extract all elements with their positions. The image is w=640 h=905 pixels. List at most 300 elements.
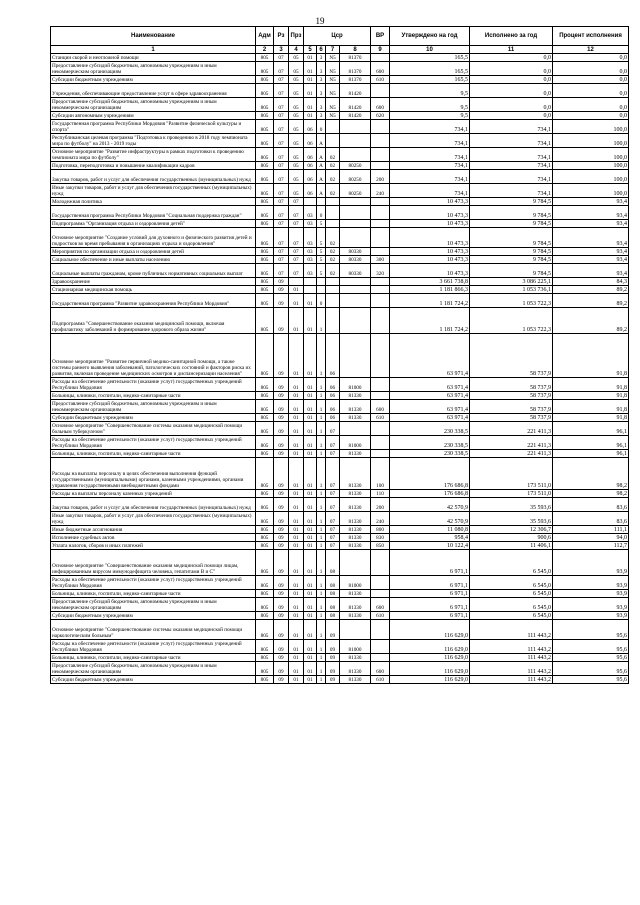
row-percent: 112,7: [553, 542, 629, 550]
row-vr: 600: [371, 662, 390, 676]
table-row: [51, 76, 629, 84]
row-csr-direction: 81000: [340, 378, 371, 392]
row-approved: 1 181 724,2: [390, 294, 470, 308]
header-adm: Адм: [256, 27, 274, 46]
col-number: 9: [371, 46, 390, 54]
row-executed: 58 737,9: [470, 392, 553, 400]
row-vr: [371, 620, 390, 640]
row-approved: 9,5: [390, 98, 470, 112]
row-csr-activity: 08: [326, 576, 340, 590]
row-rz: 07: [274, 120, 289, 134]
header-percent: Процент исполнения: [553, 27, 629, 46]
row-csr-subprogram: 3: [317, 62, 326, 76]
row-vr: [371, 654, 390, 662]
row-csr-activity: 02: [326, 256, 340, 264]
row-approved: 9,5: [390, 112, 470, 120]
row-prz: 01: [289, 662, 304, 676]
row-csr-activity: N5: [326, 112, 340, 120]
table-row: [51, 220, 629, 228]
row-adm: 805: [256, 228, 274, 248]
col-number: 6: [317, 46, 326, 54]
row-csr-subprogram: 1: [317, 422, 326, 436]
row-prz: 01: [289, 286, 304, 294]
table-row: [51, 498, 629, 512]
table-row: [51, 98, 629, 112]
row-prz: 07: [289, 248, 304, 256]
table-row: [51, 640, 629, 654]
row-name: Расходы на выплаты персоналу казенных учреждений: [51, 490, 256, 498]
row-name: Иные закупки товаров, работ и услуг для обеспечения государственных (муниципальных) нужд: [51, 512, 256, 526]
row-adm: 805: [256, 294, 274, 308]
row-executed: 6 545,0: [470, 598, 553, 612]
row-percent: 91,8: [553, 392, 629, 400]
row-adm: 805: [256, 662, 274, 676]
header-row: [51, 27, 629, 46]
row-csr-activity: 09: [326, 654, 340, 662]
row-csr-program: 01: [304, 436, 317, 450]
row-rz: 09: [274, 334, 289, 378]
row-vr: [371, 640, 390, 654]
row-csr-direction: 81000: [340, 576, 371, 590]
table-row: [51, 84, 629, 98]
table-row: [51, 392, 629, 400]
row-vr: 610: [371, 676, 390, 684]
row-prz: 07: [289, 256, 304, 264]
row-csr-activity: 06: [326, 392, 340, 400]
row-executed: 12 306,7: [470, 526, 553, 534]
row-rz: 09: [274, 422, 289, 436]
row-percent: 95,6: [553, 676, 629, 684]
row-rz: 09: [274, 400, 289, 414]
row-percent: 96,1: [553, 422, 629, 436]
row-percent: 91,8: [553, 378, 629, 392]
row-csr-subprogram: 1: [317, 450, 326, 458]
row-csr-activity: 02: [326, 184, 340, 198]
row-csr-subprogram: 3: [317, 76, 326, 84]
table-row: [51, 334, 629, 378]
row-csr-subprogram: 3: [317, 84, 326, 98]
row-adm: 805: [256, 458, 274, 490]
row-csr-direction: [340, 206, 371, 220]
table-row: [51, 526, 629, 534]
row-approved: 9,5: [390, 84, 470, 98]
row-approved: 958,4: [390, 534, 470, 542]
row-vr: [371, 120, 390, 134]
row-vr: [371, 228, 390, 248]
row-percent: 93,4: [553, 256, 629, 264]
row-executed: 58 737,9: [470, 400, 553, 414]
row-name: Основное мероприятие "Создание условий для духовного и физического развития детей и подростков во время пребывания в организациях отдыха и оздоровления": [51, 228, 256, 248]
row-prz: 01: [289, 526, 304, 534]
header-approved: Утверждено на год: [390, 27, 470, 46]
row-adm: 805: [256, 286, 274, 294]
row-percent: 93,9: [553, 598, 629, 612]
row-executed: 734,1: [470, 162, 553, 170]
row-prz: 01: [289, 654, 304, 662]
row-csr-program: 01: [304, 458, 317, 490]
row-csr-program: 01: [304, 654, 317, 662]
table-row: [51, 654, 629, 662]
row-csr-subprogram: 1: [317, 676, 326, 684]
row-csr-subprogram: 5: [317, 264, 326, 278]
row-prz: 05: [289, 134, 304, 148]
row-csr-program: 06: [304, 170, 317, 184]
row-rz: 09: [274, 640, 289, 654]
row-percent: 93,4: [553, 198, 629, 206]
row-rz: 07: [274, 184, 289, 198]
row-csr-program: 01: [304, 550, 317, 576]
row-csr-activity: 08: [326, 598, 340, 612]
row-name: Здравоохранение: [51, 278, 256, 286]
row-csr-direction: [340, 134, 371, 148]
row-csr-program: 01: [304, 400, 317, 414]
row-executed: 58 737,9: [470, 414, 553, 422]
row-name: Мероприятия по организации отдыха и оздоровления детей: [51, 248, 256, 256]
row-rz: 07: [274, 62, 289, 76]
row-executed: 734,1: [470, 184, 553, 198]
row-csr-program: 01: [304, 414, 317, 422]
row-csr-activity: 02: [326, 170, 340, 184]
row-approved: 734,1: [390, 148, 470, 162]
row-name: Субсидии бюджетным учреждениям: [51, 76, 256, 84]
row-adm: 805: [256, 248, 274, 256]
row-name: Субсидии бюджетным учреждениям: [51, 612, 256, 620]
row-csr-direction: [340, 148, 371, 162]
row-approved: 1 181 866,3: [390, 286, 470, 294]
row-executed: 111 443,2: [470, 662, 553, 676]
row-adm: 805: [256, 498, 274, 512]
row-csr-activity: 07: [326, 534, 340, 542]
row-vr: 200: [371, 498, 390, 512]
row-approved: 10 473,3: [390, 228, 470, 248]
row-executed: 900,6: [470, 534, 553, 542]
row-csr-subprogram: А: [317, 170, 326, 184]
row-csr-program: 06: [304, 148, 317, 162]
row-prz: 01: [289, 498, 304, 512]
row-csr-direction: 80330: [340, 264, 371, 278]
row-csr-subprogram: 1: [317, 534, 326, 542]
row-vr: [371, 198, 390, 206]
row-adm: 805: [256, 542, 274, 550]
row-adm: 805: [256, 162, 274, 170]
table-row: [51, 542, 629, 550]
row-approved: 6 971,1: [390, 598, 470, 612]
budget-table: [50, 26, 629, 684]
col-number: 2: [256, 46, 274, 54]
row-approved: 42 570,9: [390, 498, 470, 512]
row-percent: 91,8: [553, 414, 629, 422]
row-percent: 84,3: [553, 278, 629, 286]
row-csr-direction: [340, 228, 371, 248]
row-rz: 09: [274, 576, 289, 590]
row-vr: 800: [371, 526, 390, 534]
row-prz: 01: [289, 576, 304, 590]
row-csr-activity: [326, 278, 340, 286]
row-approved: 734,1: [390, 134, 470, 148]
row-name: Подпрограмма "Организация отдыха и оздоровления детей": [51, 220, 256, 228]
row-executed: 173 511,0: [470, 490, 553, 498]
row-prz: 07: [289, 228, 304, 248]
row-adm: 805: [256, 84, 274, 98]
row-rz: 07: [274, 84, 289, 98]
table-row: [51, 286, 629, 294]
row-name: Расходы на выплаты персоналу в целях обеспечения выполнения функций государственными (муниципальными) органами, казенными учреждениями, органами управления государственными внебюджетными фондами: [51, 458, 256, 490]
row-csr-subprogram: 0: [317, 206, 326, 220]
row-prz: 01: [289, 334, 304, 378]
row-percent: 89,2: [553, 308, 629, 334]
row-percent: 93,9: [553, 590, 629, 598]
row-rz: 09: [274, 436, 289, 450]
row-name: Основное мероприятие "Развитие первичной медико-санитарной помощи, а также системы раннего выявления заболеваний, патологических состояний и факторов риска их развития, включая проведение медицинских осмотров и диспансеризации населения": [51, 334, 256, 378]
row-prz: 05: [289, 98, 304, 112]
row-adm: 805: [256, 98, 274, 112]
row-name: Социальные выплаты гражданам, кроме публичных нормативных социальных выплат: [51, 264, 256, 278]
row-percent: 100,0: [553, 148, 629, 162]
row-csr-program: 01: [304, 512, 317, 526]
row-csr-subprogram: 3: [317, 112, 326, 120]
row-approved: 6 971,1: [390, 612, 470, 620]
row-approved: 116 629,0: [390, 654, 470, 662]
row-name: Основное мероприятие "Совершенствование оказания медицинской помощи лицам, инфицированным вирусом иммунодефицита человека, гепатитами В и С": [51, 550, 256, 576]
row-percent: 89,2: [553, 294, 629, 308]
row-vr: [371, 392, 390, 400]
row-percent: 93,9: [553, 550, 629, 576]
row-csr-activity: 07: [326, 490, 340, 498]
row-csr-activity: 07: [326, 526, 340, 534]
header-vr: ВР: [371, 27, 390, 46]
row-adm: 805: [256, 490, 274, 498]
row-name: Субсидии автономным учреждениям: [51, 112, 256, 120]
row-prz: 07: [289, 198, 304, 206]
row-csr-direction: 81330: [340, 662, 371, 676]
row-rz: 07: [274, 170, 289, 184]
row-csr-activity: [326, 134, 340, 148]
row-executed: 58 737,9: [470, 334, 553, 378]
row-adm: 805: [256, 54, 274, 62]
row-prz: 01: [289, 598, 304, 612]
row-csr-program: 03: [304, 264, 317, 278]
row-percent: 93,4: [553, 206, 629, 220]
row-percent: 100,0: [553, 170, 629, 184]
row-vr: [371, 294, 390, 308]
row-executed: 9 784,5: [470, 220, 553, 228]
row-vr: [371, 220, 390, 228]
row-csr-program: 01: [304, 422, 317, 436]
row-csr-activity: 07: [326, 458, 340, 490]
col-number: 1: [51, 46, 256, 54]
row-csr-activity: 06: [326, 334, 340, 378]
row-name: Основное мероприятие "Развитие инфраструктуры в рамках подготовки к проведению чемпионата мира по футболу": [51, 148, 256, 162]
row-vr: 320: [371, 264, 390, 278]
row-approved: 63 971,4: [390, 392, 470, 400]
row-csr-direction: [340, 308, 371, 334]
page-number: 19: [315, 16, 325, 26]
row-approved: 165,5: [390, 76, 470, 84]
row-percent: 96,1: [553, 436, 629, 450]
row-percent: 95,6: [553, 640, 629, 654]
row-rz: 07: [274, 54, 289, 62]
table-row: [51, 162, 629, 170]
row-csr-subprogram: 1: [317, 436, 326, 450]
row-csr-program: 01: [304, 62, 317, 76]
row-csr-direction: [340, 198, 371, 206]
row-csr-direction: 81330: [340, 458, 371, 490]
row-vr: 200: [371, 170, 390, 184]
row-csr-program: 01: [304, 98, 317, 112]
row-approved: 165,5: [390, 54, 470, 62]
row-vr: 600: [371, 98, 390, 112]
row-prz: 05: [289, 120, 304, 134]
row-csr-program: 01: [304, 378, 317, 392]
row-executed: 3 086 225,1: [470, 278, 553, 286]
row-rz: 07: [274, 228, 289, 248]
row-name: Уплата налогов, сборов и иных платежей: [51, 542, 256, 550]
row-percent: 89,2: [553, 286, 629, 294]
row-percent: 0,0: [553, 98, 629, 112]
row-csr-subprogram: 1: [317, 490, 326, 498]
row-csr-subprogram: 0: [317, 120, 326, 134]
row-percent: 93,4: [553, 264, 629, 278]
row-csr-activity: 06: [326, 378, 340, 392]
row-prz: 05: [289, 112, 304, 120]
table-row: [51, 54, 629, 62]
row-csr-direction: 81330: [340, 654, 371, 662]
row-vr: [371, 576, 390, 590]
col-number: 3: [274, 46, 289, 54]
row-csr-program: [304, 286, 317, 294]
row-vr: [371, 334, 390, 378]
row-prz: 01: [289, 378, 304, 392]
row-percent: 0,0: [553, 62, 629, 76]
row-prz: 01: [289, 436, 304, 450]
row-vr: 610: [371, 76, 390, 84]
row-adm: 805: [256, 184, 274, 198]
row-rz: 07: [274, 256, 289, 264]
row-executed: 9 784,5: [470, 198, 553, 206]
row-csr-direction: 80330: [340, 256, 371, 264]
row-rz: 07: [274, 198, 289, 206]
row-prz: 01: [289, 676, 304, 684]
row-percent: 100,0: [553, 184, 629, 198]
row-adm: 805: [256, 278, 274, 286]
row-percent: 95,6: [553, 662, 629, 676]
row-vr: [371, 206, 390, 220]
row-csr-subprogram: А: [317, 162, 326, 170]
row-csr-direction: 81330: [340, 414, 371, 422]
row-approved: 3 661 738,8: [390, 278, 470, 286]
row-prz: 05: [289, 162, 304, 170]
row-percent: 94,0: [553, 534, 629, 542]
row-rz: 09: [274, 526, 289, 534]
row-adm: 805: [256, 534, 274, 542]
row-csr-program: 03: [304, 248, 317, 256]
table-row: [51, 422, 629, 436]
row-approved: 10 473,3: [390, 198, 470, 206]
row-csr-activity: 06: [326, 400, 340, 414]
row-csr-direction: [340, 550, 371, 576]
header-number-row: [51, 46, 629, 54]
row-vr: 600: [371, 598, 390, 612]
row-csr-subprogram: 0: [317, 294, 326, 308]
row-approved: 116 629,0: [390, 620, 470, 640]
row-name: Расходы на обеспечение деятельности (оказание услуг) государственных учреждений Республики Мордовия: [51, 436, 256, 450]
row-csr-direction: 81330: [340, 400, 371, 414]
row-vr: 830: [371, 534, 390, 542]
row-adm: 805: [256, 170, 274, 184]
row-csr-subprogram: 5: [317, 220, 326, 228]
row-csr-subprogram: А: [317, 134, 326, 148]
row-executed: 111 443,2: [470, 654, 553, 662]
row-prz: 01: [289, 550, 304, 576]
row-adm: 805: [256, 612, 274, 620]
row-percent: 91,8: [553, 400, 629, 414]
row-executed: 111 443,2: [470, 620, 553, 640]
row-csr-activity: 08: [326, 550, 340, 576]
row-csr-subprogram: 1: [317, 458, 326, 490]
row-csr-activity: [326, 206, 340, 220]
row-approved: 6 971,1: [390, 550, 470, 576]
row-csr-subprogram: 1: [317, 576, 326, 590]
row-prz: 05: [289, 170, 304, 184]
row-csr-activity: 07: [326, 422, 340, 436]
table-row: [51, 620, 629, 640]
row-executed: 11 406,1: [470, 542, 553, 550]
row-adm: 805: [256, 576, 274, 590]
table-row: [51, 148, 629, 162]
row-csr-activity: [326, 286, 340, 294]
row-vr: 240: [371, 184, 390, 198]
row-adm: 805: [256, 414, 274, 422]
row-adm: 805: [256, 256, 274, 264]
row-rz: 09: [274, 278, 289, 286]
row-csr-activity: [326, 120, 340, 134]
row-csr-subprogram: 1: [317, 662, 326, 676]
row-csr-subprogram: 1: [317, 392, 326, 400]
row-rz: 09: [274, 498, 289, 512]
row-csr-subprogram: [317, 198, 326, 206]
row-csr-activity: N5: [326, 98, 340, 112]
row-adm: 805: [256, 590, 274, 598]
row-prz: 05: [289, 184, 304, 198]
row-csr-activity: 02: [326, 264, 340, 278]
row-approved: 63 971,4: [390, 378, 470, 392]
row-csr-direction: 81330: [340, 498, 371, 512]
row-executed: 221 411,3: [470, 450, 553, 458]
row-adm: 805: [256, 676, 274, 684]
row-vr: 620: [371, 112, 390, 120]
header-name: Наименование: [51, 27, 256, 46]
row-csr-program: 01: [304, 294, 317, 308]
row-csr-activity: 02: [326, 228, 340, 248]
row-approved: 734,1: [390, 170, 470, 184]
row-rz: 09: [274, 392, 289, 400]
row-prz: 01: [289, 534, 304, 542]
row-csr-program: 01: [304, 590, 317, 598]
row-prz: 01: [289, 422, 304, 436]
row-csr-subprogram: 1: [317, 654, 326, 662]
row-name: Больницы, клиники, госпитали, медико-санитарные части: [51, 450, 256, 458]
row-rz: 09: [274, 550, 289, 576]
row-csr-activity: N5: [326, 54, 340, 62]
row-csr-subprogram: А: [317, 184, 326, 198]
row-prz: 01: [289, 294, 304, 308]
row-percent: 111,1: [553, 526, 629, 534]
row-executed: 221 411,3: [470, 422, 553, 436]
row-rz: 07: [274, 134, 289, 148]
row-csr-program: 03: [304, 256, 317, 264]
row-adm: 805: [256, 654, 274, 662]
row-csr-direction: 81000: [340, 640, 371, 654]
